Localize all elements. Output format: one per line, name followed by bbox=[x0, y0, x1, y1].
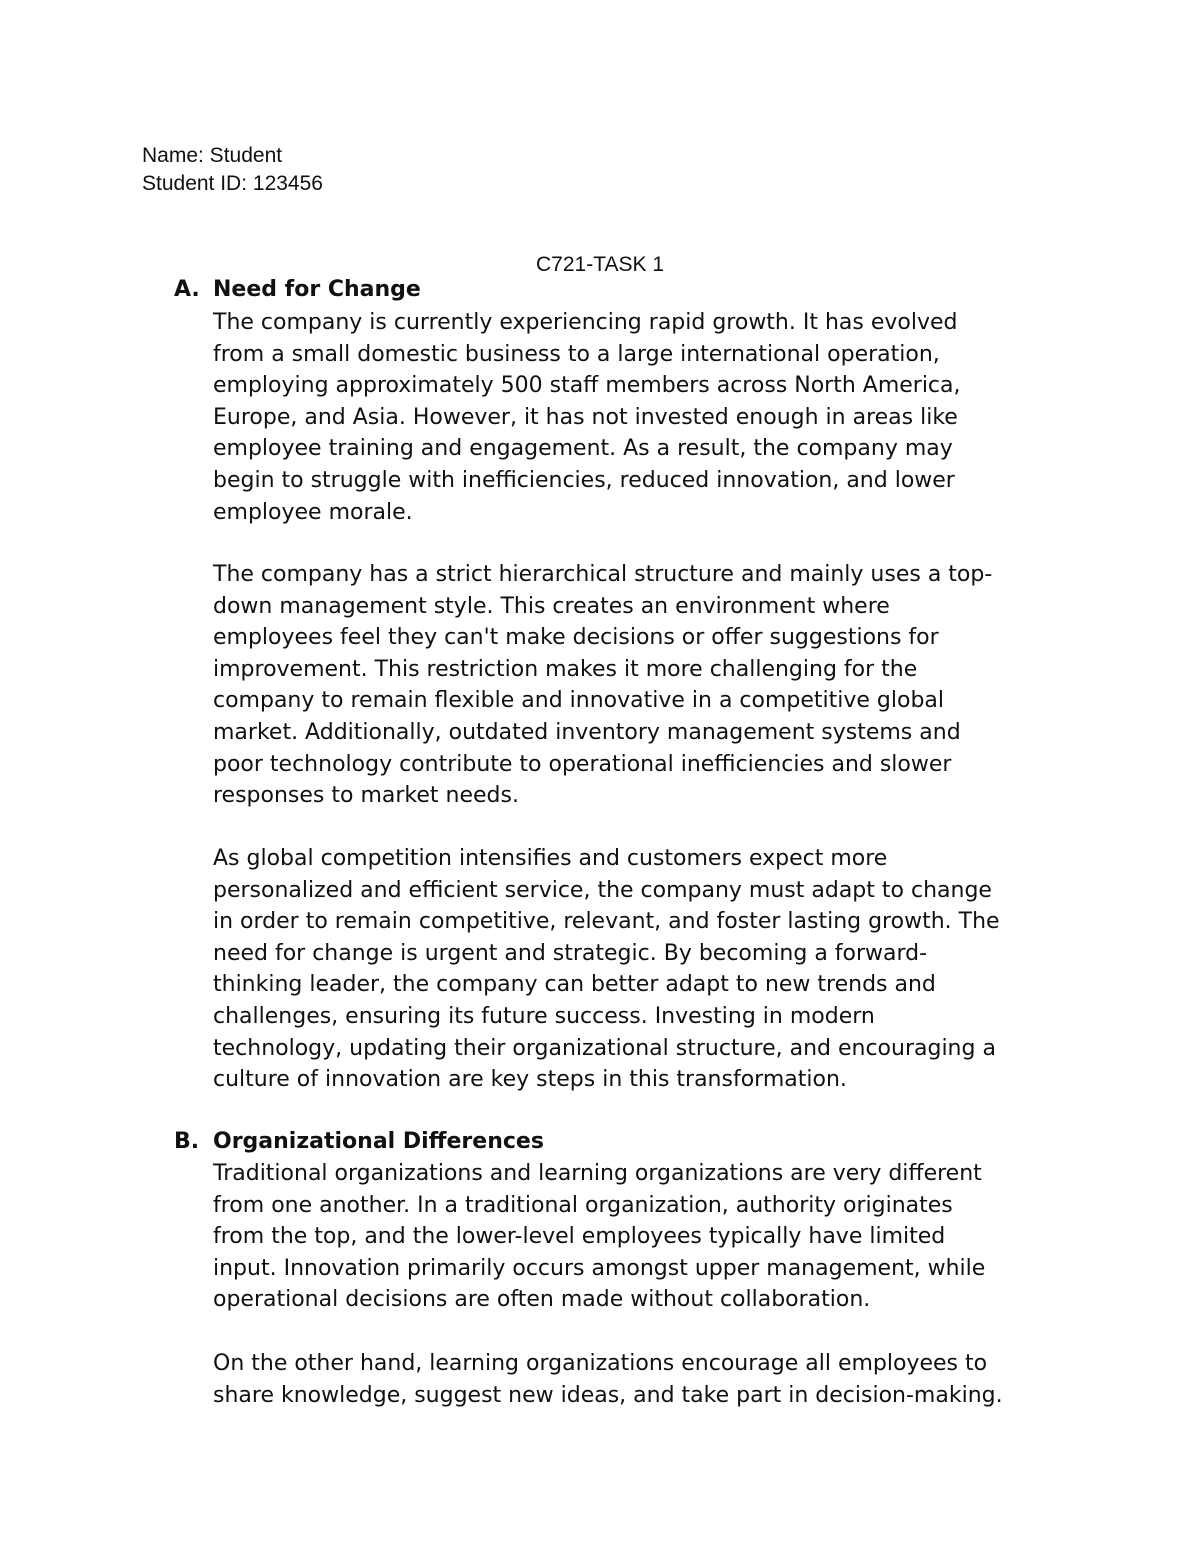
section-a-paragraph-1: The company is currently experiencing rapid growth. It has evolved from a small domestic business to a large international operation, employing approximately 500 staff members across North America, Europe, and Asia. However, it has not invested enough in areas like employee training and engagement. As a result, the company may begin to struggle with inefficiencies, reduced innovation, and lower employee morale. bbox=[213, 310, 961, 525]
student-id-line: Student ID: 123456 bbox=[142, 172, 323, 195]
section-a-paragraph-3: As global competition intensifies and customers expect more personalized and efficient service, the company must adapt to change in order to remain competitive, relevant, and foster lasting growth. The need for change is urgent and strategic. By becoming a forward- thinking leader, the company can better adapt to new trends and challenges, ensuring its future success. Investing in modern technology, updating their organizational structure, and encouraging a culture of innovation are key steps in this transformation. bbox=[213, 846, 1000, 1093]
section-a-heading bbox=[174, 274, 421, 306]
student-header bbox=[142, 142, 323, 198]
document-title: C721-TASK 1 bbox=[536, 253, 664, 276]
section-b-paragraph-1: Traditional organizations and learning organizations are very different from one another. In a traditional organization, authority originates from the top, and the lower-level employees typically have limited input. Innovation primarily occurs amongst upper management, while operational decisions are often made without collaboration. bbox=[213, 1161, 986, 1313]
student-name-line: Name: Student bbox=[142, 144, 283, 167]
section-b-heading bbox=[174, 1126, 544, 1158]
section-b-title: Organizational Differences bbox=[213, 1129, 544, 1154]
section-a-letter: A. bbox=[174, 277, 200, 302]
section-a-title: Need for Change bbox=[213, 277, 421, 302]
section-b-letter: B. bbox=[174, 1129, 200, 1154]
section-b-paragraph-2: On the other hand, learning organizations encourage all employees to share knowledge, suggest new ideas, and take part in decision-making. bbox=[213, 1351, 1003, 1408]
section-a-paragraph-2: The company has a strict hierarchical structure and mainly uses a top- down management style. This creates an environment where employees feel they can't make decisions or offer suggestions for improvement. This restriction makes it more challenging for the company to remain flexible and innovative in a competitive global market. Additionally, outdated inventory management systems and poor technology contribute to operational inefficiencies and slower responses to market needs. bbox=[213, 562, 993, 809]
